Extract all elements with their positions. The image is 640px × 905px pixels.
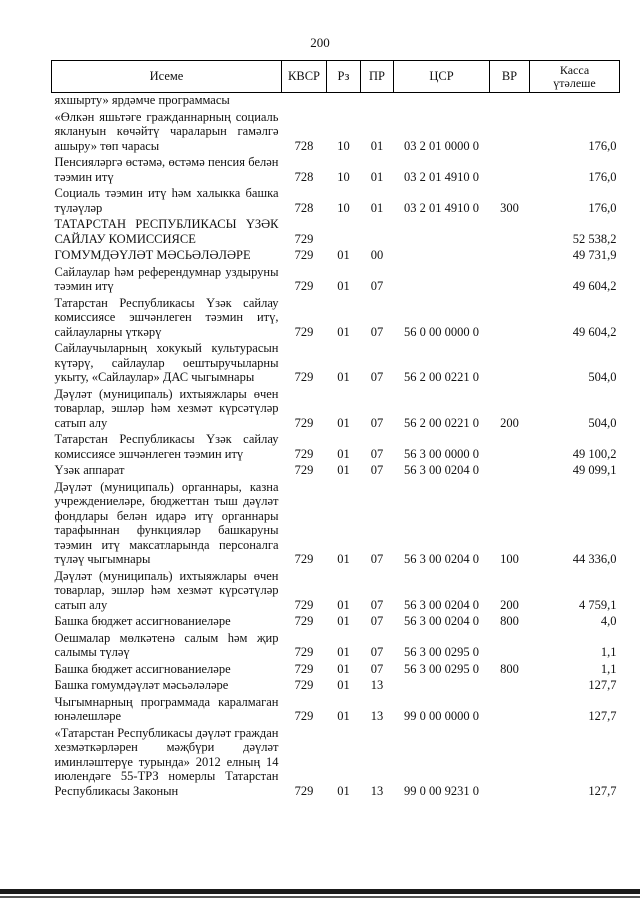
row-kvsr: 729 [294,678,314,692]
row-vr [490,247,530,264]
row-vr [490,340,530,386]
table-row [52,630,620,661]
table-row [52,154,620,185]
row-amount: 52 538,2 [572,231,617,246]
row-pr: 01 [370,169,384,184]
row-kvsr: 729 [294,783,314,798]
table-row [52,431,620,462]
header-kassa-line1: Касса [559,62,590,77]
table-row [52,264,620,295]
row-amount: 44 336,0 [572,552,617,566]
row-amount: 176,0 [588,200,617,215]
row-amount: 504,0 [588,415,617,430]
row-pr: 07 [370,370,384,384]
row-name: яхшырту» ярдәмче программасы [54,93,230,107]
page-number: 200 [310,35,330,50]
header-vr: ВР [490,61,530,93]
row-vr: 800 [500,614,519,628]
row-csr [394,264,490,295]
row-kvsr: 729 [294,370,314,384]
table-body [52,93,620,800]
row-csr: 56 3 00 0295 0 [404,645,479,659]
table-row [52,462,620,479]
row-pr: 07 [370,279,384,293]
row-name: Үзәк аппарат [54,463,125,477]
row-rz: 01 [337,661,350,676]
row-amount: 1,1 [600,645,617,659]
row-csr: 03 2 01 0000 0 [404,138,479,153]
row-rz: 10 [337,138,350,153]
row-name: «Өлкән яшьтәге гражданнарның социаль яклануын көчәйтү чараларын гамәлгә ашыру» төп чарасы [54,109,279,153]
row-vr [490,264,530,295]
row-kvsr: 729 [294,446,314,461]
row-vr [490,109,530,155]
header-kvsr: КВСР [282,61,327,93]
table-row [52,613,620,630]
row-rz: 10 [337,200,350,215]
row-name: Сайлаулар һәм референдумнар уздыруны тәэмин итү [54,264,279,293]
table-row [52,295,620,341]
row-csr [394,677,490,694]
row-csr: 56 3 00 0204 0 [404,552,479,566]
row-rz: 01 [337,614,350,628]
row-pr: 07 [370,552,384,566]
row-rz [327,216,361,247]
row-pr: 13 [370,783,384,798]
row-rz: 01 [337,324,350,339]
table-row [52,386,620,432]
table-row [52,340,620,386]
row-vr: 200 [500,415,519,430]
row-name: «Татарстан Республикасы дәүләт граждан хезмәткәрләрен мәҗбүри дәүләт иминләштерүе турында» 2012 елның 14 июлендәге 55-ТРЗ номерлы Татарстан Республикасы Законын [54,725,279,798]
table-row [52,661,620,678]
row-kvsr: 729 [294,552,314,566]
row-rz: 01 [337,279,350,293]
row-amount: 176,0 [588,169,617,184]
row-name: Дәүләт (муниципаль) ихтыяжлары өчен товарлар, эшләр һәм хезмәт күрсәтүләр сатып алу [54,386,279,430]
row-vr [490,694,530,725]
row-amount: 49 604,2 [572,324,617,339]
row-rz: 01 [337,446,350,461]
row-kvsr: 729 [294,463,314,477]
row-csr [394,93,490,109]
row-vr [490,216,530,247]
row-name: Дәүләт (муниципаль) ихтыяжлары өчен товарлар, эшләр һәм хезмәт күрсәтүләр сатып алу [54,568,279,612]
row-kvsr: 728 [294,200,314,215]
row-kvsr [282,93,327,109]
table-row [52,109,620,155]
row-pr: 07 [370,415,384,430]
row-csr: 03 2 01 4910 0 [404,200,479,215]
budget-table [51,60,620,799]
row-csr: 03 2 01 4910 0 [404,169,479,184]
row-amount: 127,7 [588,783,617,798]
row-kvsr: 728 [294,169,314,184]
row-rz: 01 [337,678,350,692]
row-csr: 56 2 00 0221 0 [404,415,479,430]
row-name: Сайлаучыларның хокукый культурасын күтәрү, сайлаулар оештыручыларны укыту, «Сайлаулар» ДАС чыгымнары [54,341,279,384]
row-name: Татарстан Республикасы Үзәк сайлау комиссиясе эшчәнлеген тәэмин итү [54,432,279,461]
scan-edge-rule [0,896,640,898]
row-name: Чыгымнарның программада каралмаган юнәлешләре [54,694,279,723]
row-csr: 56 3 00 0204 0 [404,614,479,628]
table-row [52,185,620,216]
header-kassa-line2: үтәлеше [553,75,596,90]
row-rz [327,93,361,109]
row-pr [361,216,394,247]
row-kvsr: 729 [294,231,314,246]
row-name: Пенсияләргә өстәмә, өстәмә пенсия белән тәэмин итү [54,155,279,184]
row-name: Татарстан Республикасы Үзәк сайлау комиссиясе эшчәнлеген тәэмин итү, сайлауларны үткәрү [54,295,279,339]
row-kvsr: 729 [294,415,314,430]
row-name: Оешмалар мөлкәтенә салым һәм җир салымы түләү [54,630,279,659]
row-kvsr: 729 [294,597,314,612]
row-amount: 4 759,1 [579,597,617,612]
row-csr: 56 3 00 0295 0 [404,661,479,676]
row-kvsr: 729 [294,248,314,262]
row-rz: 01 [337,597,350,612]
row-kvsr: 729 [294,709,314,723]
row-amount [530,93,620,109]
row-amount: 49 099,1 [572,463,617,477]
row-pr: 00 [370,248,384,262]
table-header [52,61,620,93]
row-vr [490,677,530,694]
row-amount: 49 604,2 [572,279,617,293]
row-rz: 01 [337,552,350,566]
row-amount: 176,0 [588,138,617,153]
row-csr: 56 3 00 0204 0 [404,597,479,612]
row-name: Башка гомумдәүләт мәсьәләләре [54,678,229,692]
row-vr [490,725,530,800]
row-pr: 07 [370,661,384,676]
row-csr: 99 0 00 9231 0 [404,783,479,798]
row-amount: 49 100,2 [572,446,617,461]
row-pr: 01 [370,200,384,215]
header-rz: Рз [327,61,361,93]
header-pr: ПР [361,61,394,93]
row-rz: 01 [337,248,350,262]
row-rz: 01 [337,370,350,384]
row-name: Социаль тәэмин итү һәм халыкка башка түләүләр [54,186,279,215]
row-pr: 07 [370,614,384,628]
row-name: Башка бюджет ассигнованиеләре [54,661,231,676]
row-pr: 13 [370,678,384,692]
row-csr: 56 3 00 0204 0 [404,463,479,477]
row-vr [490,462,530,479]
table-row [52,93,620,109]
row-kvsr: 729 [294,324,314,339]
row-pr: 07 [370,597,384,612]
row-vr [490,93,530,109]
row-vr: 300 [500,200,519,215]
table-row [52,216,620,247]
row-amount: 49 731,9 [572,248,617,262]
table-row [52,694,620,725]
table-row [52,677,620,694]
row-amount: 504,0 [588,370,617,384]
row-pr: 13 [370,709,384,723]
row-csr: 56 0 00 0000 0 [404,324,479,339]
row-vr: 800 [500,661,519,676]
row-vr [490,154,530,185]
row-pr [361,93,394,109]
row-amount: 127,7 [588,709,617,723]
row-rz: 10 [337,169,350,184]
row-pr: 01 [370,138,384,153]
row-kvsr: 729 [294,279,314,293]
scan-edge-bar [0,889,640,894]
row-amount: 4,0 [600,614,617,628]
row-rz: 01 [337,463,350,477]
row-vr: 200 [500,597,519,612]
row-vr [490,630,530,661]
table-row [52,725,620,800]
row-csr [394,247,490,264]
row-name: ТАТАРСТАН РЕСПУБЛИКАСЫ ҮЗӘК САЙЛАУ КОМИССИЯСЕ [54,217,279,246]
table-row [52,479,620,568]
row-rz: 01 [337,645,350,659]
row-rz: 01 [337,783,350,798]
row-pr: 07 [370,446,384,461]
row-pr: 07 [370,463,384,477]
row-kvsr: 729 [294,614,314,628]
row-name: Башка бюджет ассигнованиеләре [54,614,231,628]
row-kvsr: 728 [294,138,314,153]
row-vr: 100 [500,552,519,566]
header-name: Исеме [52,61,282,93]
row-name: ГОМУМДӘҮЛӘТ МӘСЬӘЛӘЛӘРЕ [54,248,251,262]
header-kassa [530,61,620,93]
table-row [52,568,620,614]
table-row [52,247,620,264]
row-csr [394,216,490,247]
row-csr: 56 2 00 0221 0 [404,370,479,384]
row-csr: 56 3 00 0000 0 [404,446,479,461]
header-csr: ЦСР [394,61,490,93]
row-csr: 99 0 00 0000 0 [404,709,479,723]
row-amount: 127,7 [588,678,617,692]
row-rz: 01 [337,415,350,430]
row-amount: 1,1 [600,661,617,676]
row-kvsr: 729 [294,645,314,659]
row-name: Дәүләт (муниципаль) органнары, казна учреждениеләре, бюджеттан тыш дәүләт фондлары белән идарә итү органнары тарафыннан функцияләр башкаруны тәэмин итү максатларында персоналга түләү чыгымнары [54,479,279,566]
row-vr [490,431,530,462]
row-pr: 07 [370,645,384,659]
row-vr [490,295,530,341]
row-pr: 07 [370,324,384,339]
row-rz: 01 [337,709,350,723]
row-kvsr: 729 [294,661,314,676]
